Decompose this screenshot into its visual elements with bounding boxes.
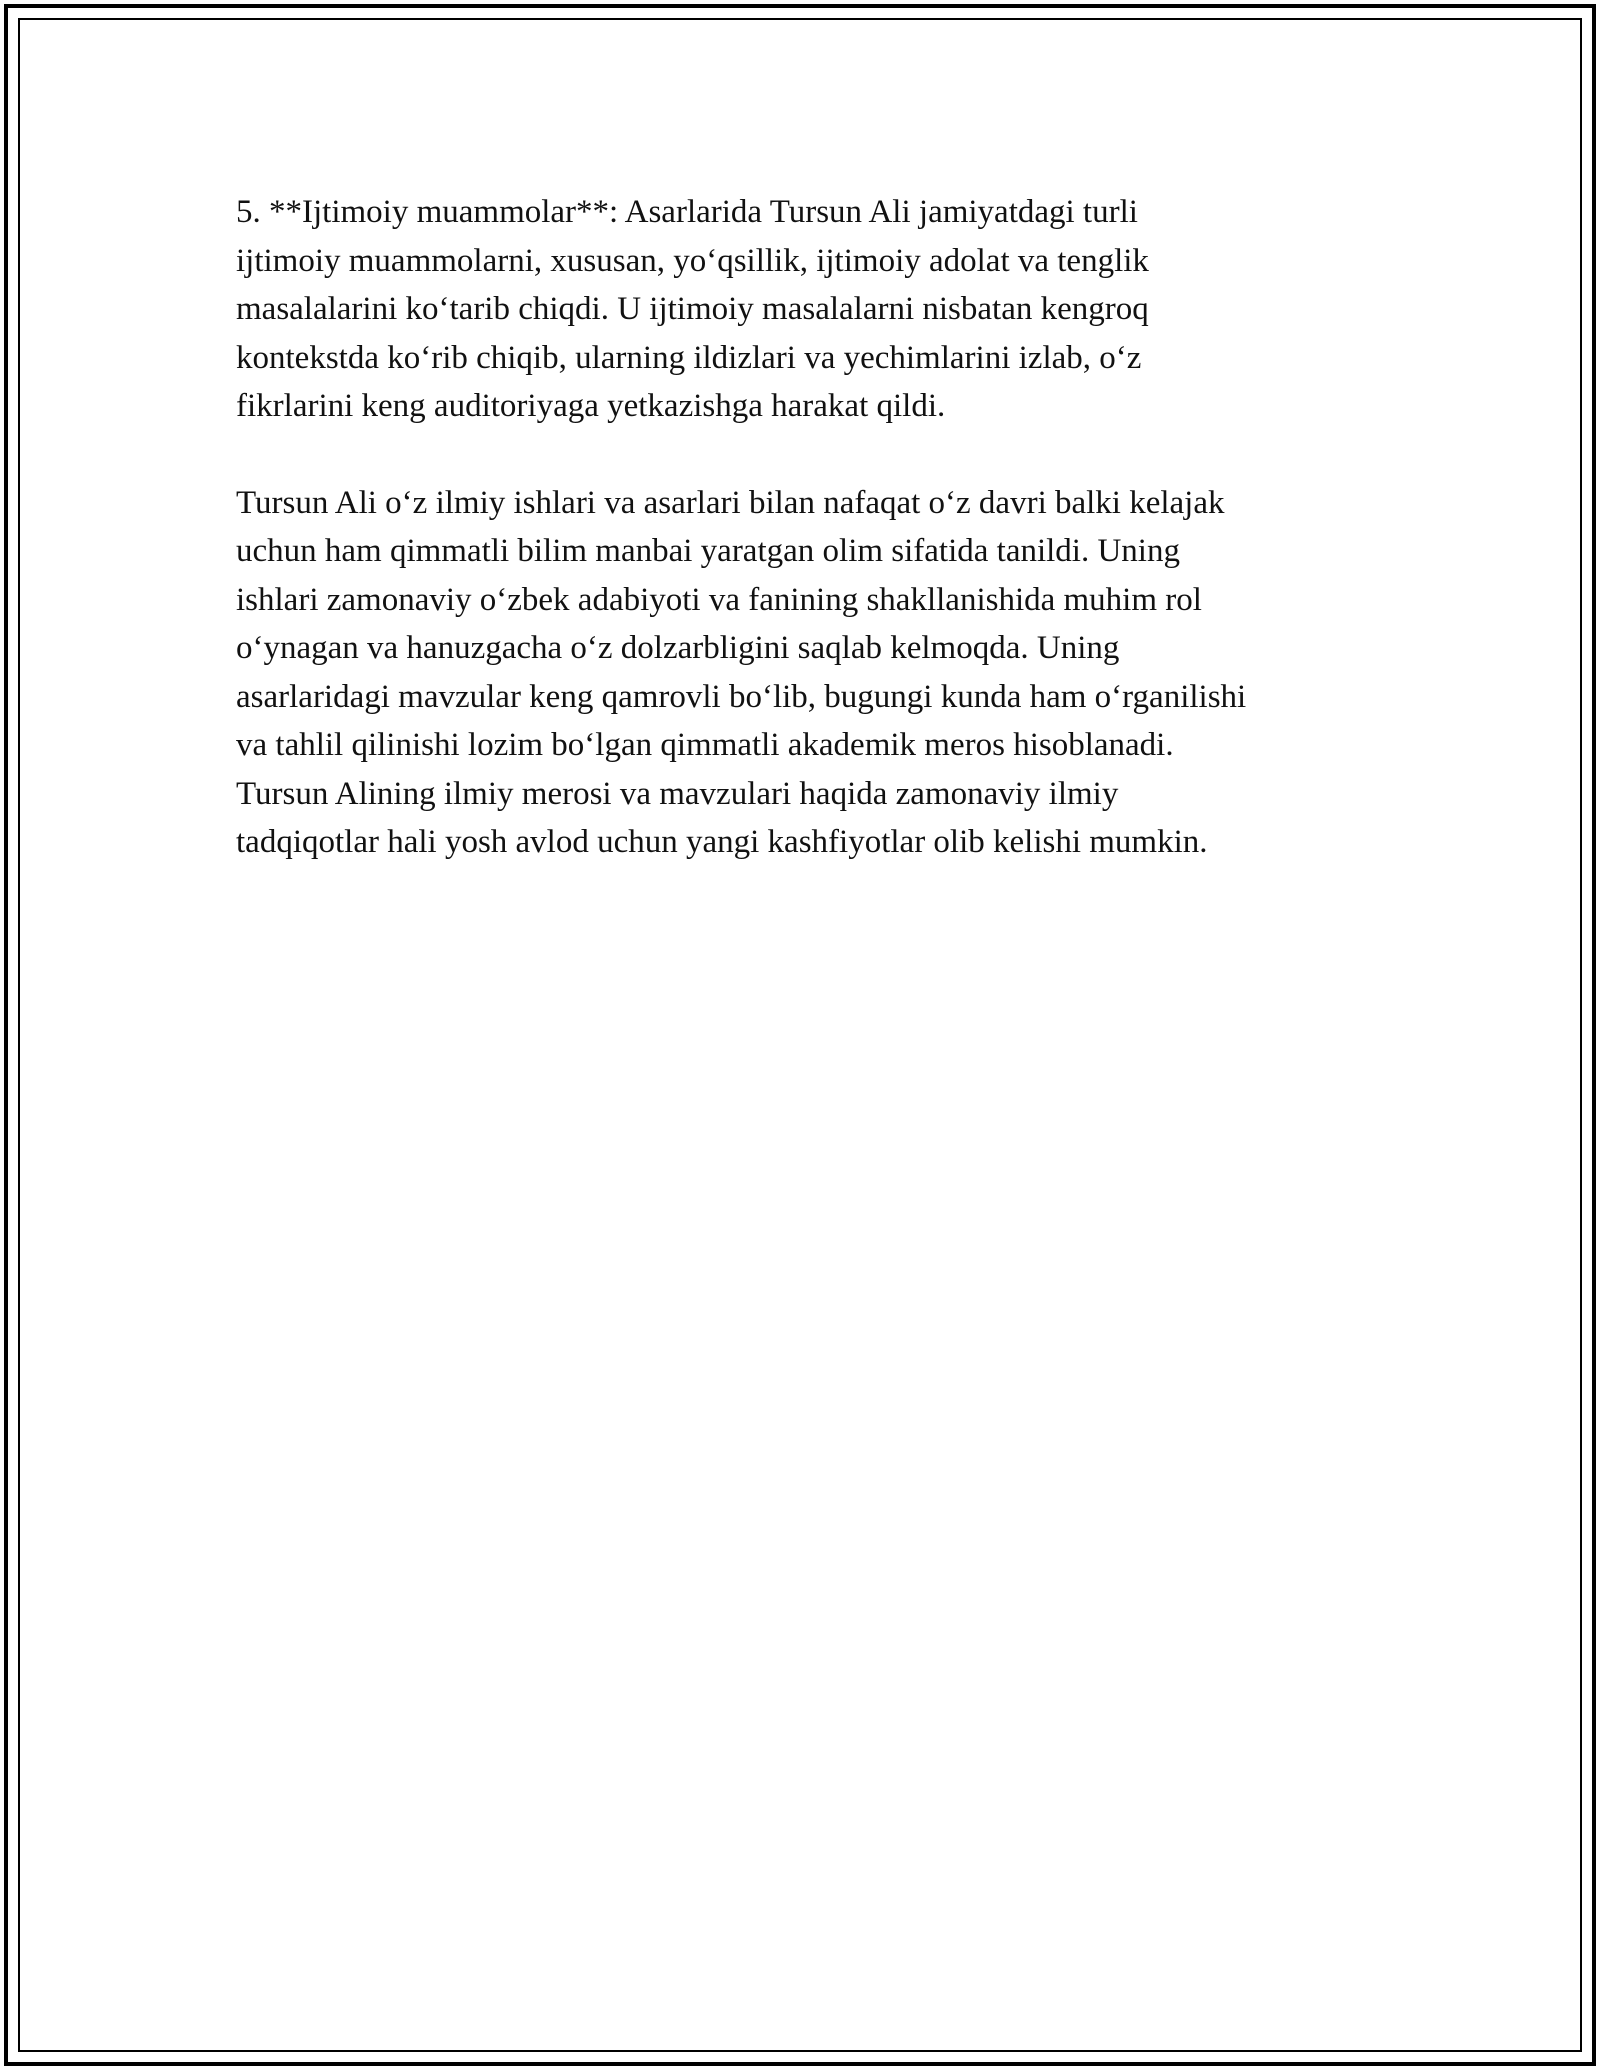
document-body — [236, 188, 1366, 867]
paragraph-social-problems: 5. **Ijtimoiy muammolar**: Asarlarida Tursun Ali jamiyatdagi turli ijtimoiy muammolarni, xususan, yo‘qsillik, ijtimoiy adolat va tenglik masalalarini ko‘tarib chiqdi. U ijtimoiy masalalarni nisbatan kengroq kontekstda ko‘rib chiqib, ularning ildizlari va yechimlarini izlab, o‘z fikrlarini keng auditoriyaga yetkazishga harakat qildi. — [236, 194, 1149, 424]
paragraph-conclusion: Tursun Ali o‘z ilmiy ishlari va asarlari bilan nafaqat o‘z davri balki kelajak uchun ham qimmatli bilim manbai yaratgan olim sifatida tanildi. Uning ishlari zamonaviy o‘zbek adabiyoti va fanining shakllanishida muhim rol o‘ynagan va hanuzgacha o‘z dolzarbligini saqlab kelmoqda. Uning asarlaridagi mavzular keng qamrovli bo‘lib, bugungi kunda ham o‘rganilishi va tahlil qilinishi lozim bo‘lgan qimmatli akademik meros hisoblanadi. Tursun Alining ilmiy merosi va mavzulari haqida zamonaviy ilmiy tadqiqotlar hali yosh avlod uchun yangi kashfiyotlar olib kelishi mumkin. — [236, 484, 1247, 860]
